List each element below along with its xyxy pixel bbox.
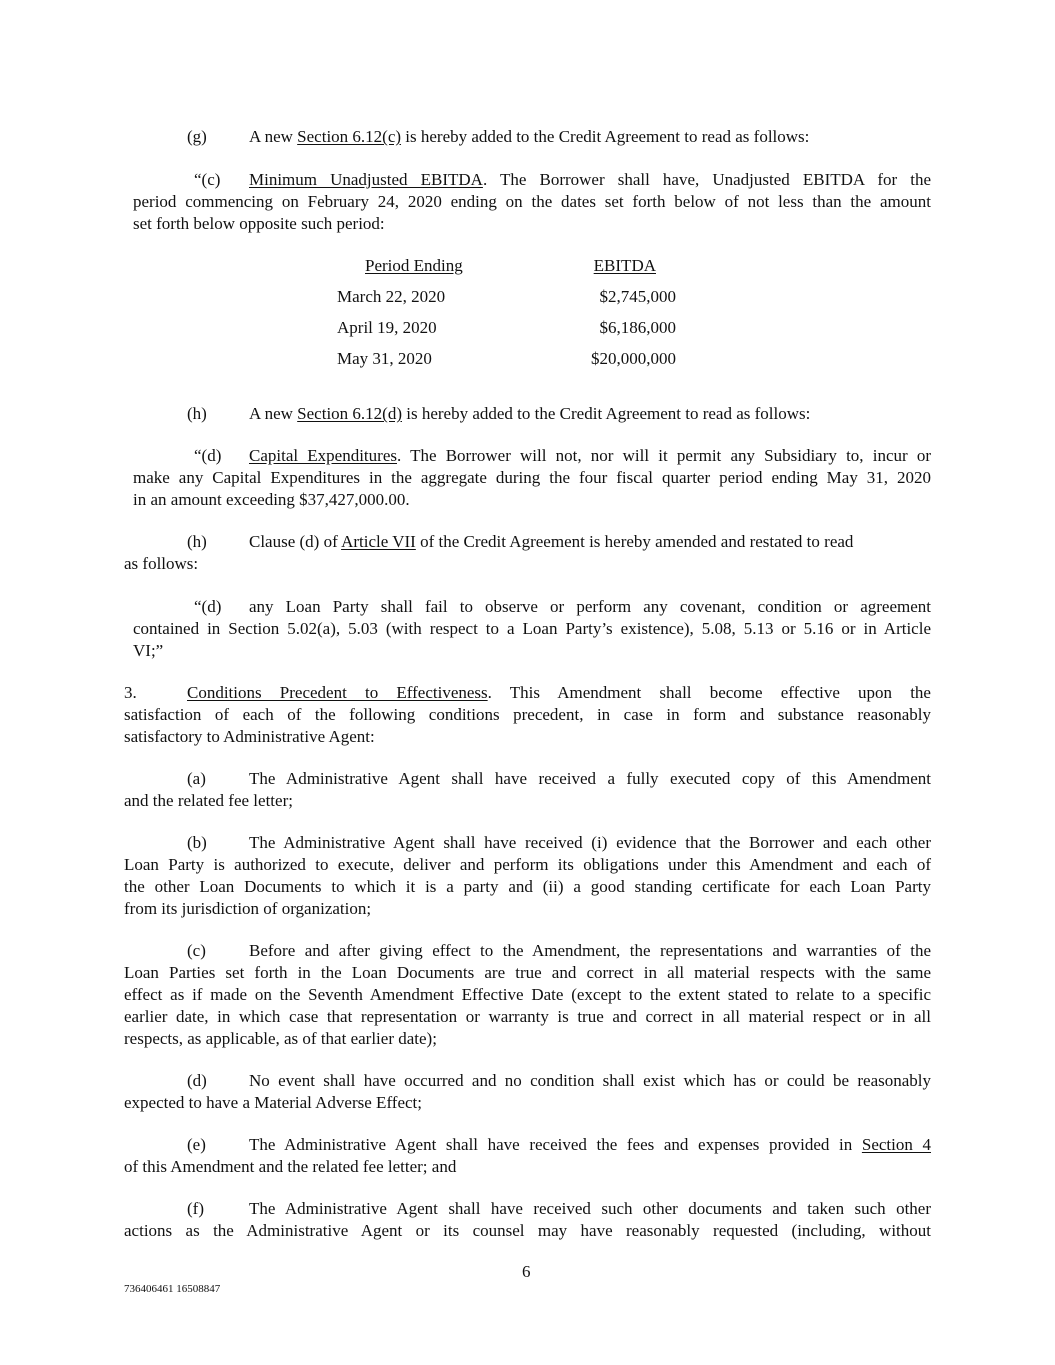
- table-cell-period: April 19, 2020: [337, 318, 437, 337]
- paragraph-h2-line2: as follows:: [124, 554, 199, 573]
- paragraph-c-line1: Before and after giving effect to the Amendment, the representations and warranties of the: [249, 941, 931, 960]
- paragraph-b-body: Loan Party is authorized to execute, deliver and perform its obligations under this Amendment and each of the other Loan Documents to which it is a party and (ii) a good standing certificate for each Loan Party from its jurisdiction of organization;: [124, 855, 931, 918]
- column-header-period: Period Ending: [365, 256, 463, 275]
- section-3-line1: Conditions Precedent to Effectiveness. This Amendment shall become effective upon the: [187, 683, 931, 702]
- table-cell-ebitda: $20,000,000: [591, 349, 676, 368]
- quoted-clause-d2-line1: any Loan Party shall fail to observe or perform any covenant, condition or agreement: [249, 597, 931, 616]
- paragraph-g-text: A new Section 6.12(c) is hereby added to the Credit Agreement to read as follows:: [249, 127, 810, 146]
- document-id: 736406461 16508847: [124, 1283, 221, 1295]
- paragraph-a-line1: The Administrative Agent shall have received a fully executed copy of this Amendment: [249, 769, 931, 788]
- table-cell-ebitda: $2,745,000: [599, 287, 676, 306]
- paragraph-f-line1: The Administrative Agent shall have received such other documents and taken such other: [249, 1199, 931, 1218]
- quoted-clause-c-marker: “(c): [194, 170, 221, 189]
- paragraph-b-marker: (b): [187, 833, 207, 852]
- paragraph-e-body: of this Amendment and the related fee letter; and: [124, 1157, 457, 1176]
- quoted-clause-c-line1: Minimum Unadjusted EBITDA. The Borrower shall have, Unadjusted EBITDA for the: [249, 170, 931, 189]
- column-header-ebitda: EBITDA: [593, 256, 656, 275]
- paragraph-h1-marker: (h): [187, 404, 207, 423]
- paragraph-g: [187, 126, 207, 148]
- paragraph-d-line1: No event shall have occurred and no condition shall exist which has or could be reasonably: [249, 1071, 931, 1090]
- paragraph-d-marker: (d): [187, 1071, 207, 1090]
- article-reference-link: Article VII: [341, 532, 416, 551]
- section-3-body: satisfaction of each of the following conditions precedent, in case in form and substance reasonably satisfactory to Administrative Agent:: [124, 705, 931, 746]
- paragraph-h2-text: Clause (d) of Article VII of the Credit Agreement is hereby amended and restated to read: [249, 532, 854, 551]
- paragraph-a-marker: (a): [187, 769, 206, 788]
- paragraph-h2-marker: (h): [187, 532, 207, 551]
- paragraph-c-marker: (c): [187, 941, 206, 960]
- clause-title: Capital Expenditures: [249, 446, 397, 465]
- paragraph-b-line1: The Administrative Agent shall have received (i) evidence that the Borrower and each other: [249, 833, 931, 852]
- paragraph-marker: (g): [187, 127, 207, 146]
- table-row: [337, 318, 676, 340]
- table-row: [337, 287, 676, 309]
- section-3-number: 3.: [124, 683, 137, 702]
- quoted-clause-c-body: period commencing on February 24, 2020 ending on the dates set forth below of not less than the amount set forth below opposite such period:: [133, 192, 931, 233]
- paragraph-h1-text: A new Section 6.12(d) is hereby added to the Credit Agreement to read as follows:: [249, 404, 811, 423]
- paragraph-e-line1: The Administrative Agent shall have received the fees and expenses provided in Section 4: [249, 1135, 931, 1154]
- quoted-clause-d-body: make any Capital Expenditures in the aggregate during the four fiscal quarter period ending May 31, 2020 in an amount exceeding $37,427,000.00.: [133, 468, 931, 509]
- table-cell-ebitda: $6,186,000: [599, 318, 676, 337]
- paragraph-f-marker: (f): [187, 1199, 204, 1218]
- section-title: Conditions Precedent to Effectiveness: [187, 683, 488, 702]
- quoted-clause-d2-marker: “(d): [194, 597, 222, 616]
- table-cell-period: May 31, 2020: [337, 349, 432, 368]
- section-reference-link: Section 6.12(c): [297, 127, 402, 146]
- section-reference-link: Section 4: [861, 1135, 931, 1154]
- section-reference-link: Section 6.12(d): [297, 404, 402, 423]
- paragraph-e-marker: (e): [187, 1135, 206, 1154]
- page-number: 6: [522, 1262, 531, 1281]
- quoted-clause-d2-body: contained in Section 5.02(a), 5.03 (with respect to a Loan Party’s existence), 5.08, 5.13 or 5.16 or in Article VI;”: [133, 619, 931, 660]
- table-cell-period: March 22, 2020: [337, 287, 446, 306]
- quoted-clause-d-line1: Capital Expenditures. The Borrower will not, nor will it permit any Subsidiary to, incur or: [249, 446, 931, 465]
- table-header-row: [337, 256, 676, 278]
- paragraph-a-body: and the related fee letter;: [124, 791, 293, 810]
- paragraph-d-body: expected to have a Material Adverse Effect;: [124, 1093, 422, 1112]
- ebitda-table: [337, 256, 676, 376]
- paragraph-f-body: actions as the Administrative Agent or its counsel may have reasonably requested (including, without: [124, 1221, 931, 1240]
- paragraph-c-body: Loan Parties set forth in the Loan Documents are true and correct in all material respects with the same effect as if made on the Seventh Amendment Effective Date (except to the extent stated to relate to a specific earlier date, in which case that representation or warranty is true and correct in all material respect or in all respects, as applicable, as of that earlier date);: [124, 963, 931, 1048]
- table-row: [337, 349, 676, 371]
- quoted-clause-d-marker: “(d): [194, 446, 222, 465]
- clause-title: Minimum Unadjusted EBITDA: [249, 170, 483, 189]
